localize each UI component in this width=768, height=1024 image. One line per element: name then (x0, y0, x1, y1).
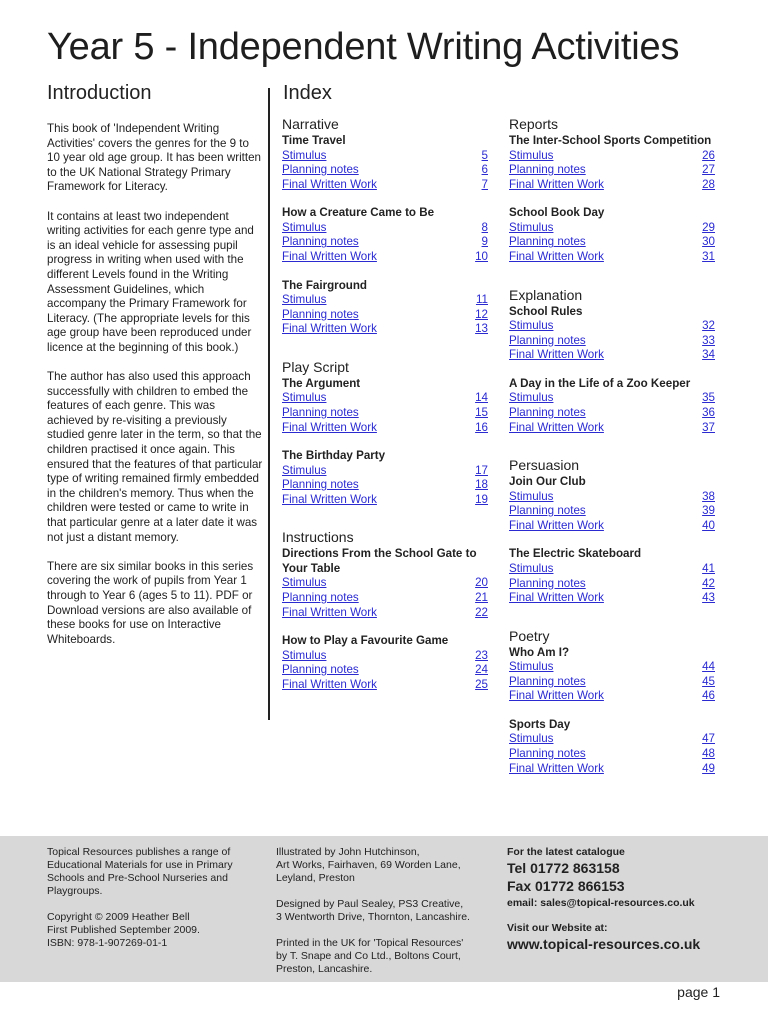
index-link-stimulus[interactable] (509, 490, 715, 505)
index-link-final-written-work[interactable] (509, 689, 715, 704)
index-link-label[interactable]: Stimulus (509, 660, 554, 674)
index-link-planning-notes[interactable] (509, 334, 715, 349)
genre-title: Play Script (282, 358, 349, 375)
footer-contact (507, 846, 747, 953)
index-page-number[interactable]: 42 (702, 576, 715, 590)
index-link-stimulus[interactable] (282, 464, 488, 479)
index-link-label[interactable]: Stimulus (282, 463, 327, 477)
index-link-label[interactable]: Planning notes (509, 235, 586, 249)
index-link-label[interactable]: Stimulus (509, 148, 554, 162)
printer-address: by T. Snape and Co Ltd., Boltons Court, (276, 950, 461, 962)
index-page-number[interactable]: 34 (702, 348, 715, 362)
index-page-number[interactable]: 40 (702, 518, 715, 532)
index-page-number[interactable]: 14 (475, 391, 488, 405)
index-page-number[interactable]: 36 (702, 405, 715, 419)
index-link-stimulus[interactable] (509, 562, 715, 577)
index-page-number[interactable]: 41 (702, 561, 715, 575)
story-block (509, 547, 715, 605)
designer-address: 3 Wentworth Drive, Thornton, Lancashire. (276, 911, 470, 923)
index-page-number[interactable]: 10 (475, 249, 488, 263)
first-published: First Published September 2009. (47, 924, 200, 936)
genre-title: Instructions (282, 529, 354, 546)
index-page-number[interactable]: 44 (702, 660, 715, 674)
index-link-stimulus[interactable] (509, 391, 715, 406)
index-link-label[interactable]: Final Written Work (282, 322, 377, 336)
introduction-heading: Introduction (47, 82, 152, 104)
index-link-label[interactable]: Stimulus (282, 391, 327, 405)
website-label: Visit our Website at: (507, 922, 608, 934)
story-block (282, 206, 488, 264)
intro-paragraph: The author has also used this approach successfully with children to embed the features of each genre. This was achieved by re-visiting a previously studied genre later in the term, so that the children practised it once again. This ensured that the features of that particular type of writing remained firmly embedded in the children's memory. Thus when the children were tested or came to write in that particular genre at a later date it was not just a distant memory. (47, 370, 263, 544)
index-column-left (282, 116, 488, 714)
story-title: The Inter-School Sports Competition (509, 134, 712, 147)
index-page-number[interactable]: 47 (702, 732, 715, 746)
index-link-label[interactable]: Stimulus (509, 732, 554, 746)
genre-title: Persuasion (509, 457, 580, 474)
index-page-number[interactable]: 12 (475, 307, 488, 321)
index-link-label[interactable]: Planning notes (509, 504, 586, 518)
index-link-planning-notes[interactable] (509, 747, 715, 762)
index-link-label[interactable]: Final Written Work (509, 591, 604, 605)
genre-section-poetry (509, 628, 715, 777)
index-column-right (509, 116, 715, 798)
index-link-label[interactable]: Stimulus (509, 319, 554, 333)
intro-paragraph: There are six similar books in this series covering the work of pupils from Year 1 through to Year 6 (ages 5 to 11). PDF or Download versions are also available of these books for use on Interactive Whiteboards. (47, 559, 254, 646)
index-link-stimulus[interactable] (509, 221, 715, 236)
index-page-number[interactable]: 23 (475, 648, 488, 662)
index-link-label[interactable]: Planning notes (509, 333, 586, 347)
story-title: A Day in the Life of a Zoo Keeper (509, 376, 691, 390)
index-link-final-written-work[interactable] (282, 493, 488, 508)
index-link-label[interactable]: Final Written Work (509, 177, 604, 191)
index-link-label[interactable]: Stimulus (282, 648, 327, 662)
index-link-planning-notes[interactable] (282, 478, 488, 493)
index-page-number[interactable]: 8 (481, 220, 488, 234)
index-link-final-written-work[interactable] (282, 421, 488, 436)
publisher-blurb: Topical Resources publishes a range of Educational Materials for use in Primary Schools and Pre-School Nurseries and Playgroups. (47, 846, 233, 897)
index-link-planning-notes[interactable] (509, 577, 715, 592)
story-title: How to Play a Favourite Game (282, 634, 449, 648)
index-link-final-written-work[interactable] (282, 178, 488, 193)
index-link-label[interactable]: Stimulus (509, 561, 554, 575)
index-link-planning-notes[interactable] (509, 163, 715, 178)
index-page-number[interactable]: 7 (481, 177, 488, 191)
story-title: Time Travel (282, 134, 346, 147)
index-link-label[interactable]: Final Written Work (509, 420, 604, 434)
story-title: How a Creature Came to Be (282, 206, 435, 220)
index-link-stimulus[interactable] (282, 293, 488, 308)
story-block (282, 449, 488, 507)
index-page-number[interactable]: 29 (702, 220, 715, 234)
index-link-label[interactable]: Final Written Work (282, 605, 377, 619)
index-link-label[interactable]: Planning notes (509, 576, 586, 590)
index-page-number[interactable]: 6 (481, 163, 488, 177)
index-link-label[interactable]: Final Written Work (509, 689, 604, 703)
index-page-number[interactable]: 46 (702, 689, 715, 703)
index-link-label[interactable]: Final Written Work (282, 492, 377, 506)
story-block (282, 134, 488, 192)
story-title: School Book Day (509, 206, 605, 220)
website-url[interactable]: www.topical-resources.co.uk (507, 936, 701, 952)
copyright: Copyright © 2009 Heather Bell (47, 911, 190, 923)
story-block (509, 377, 715, 435)
index-link-planning-notes[interactable] (282, 235, 488, 250)
index-link-label[interactable]: Stimulus (282, 576, 327, 590)
index-link-stimulus[interactable] (282, 576, 488, 591)
index-link-label[interactable]: Planning notes (509, 747, 586, 761)
story-title: The Fairground (282, 278, 368, 292)
index-link-planning-notes[interactable] (282, 406, 488, 421)
index-link-planning-notes[interactable] (282, 163, 488, 178)
index-link-label[interactable]: Planning notes (282, 591, 359, 604)
story-block (282, 279, 488, 337)
genre-section-persuasion (509, 457, 715, 606)
index-page-number[interactable]: 31 (702, 249, 715, 263)
index-page-number[interactable]: 43 (702, 591, 715, 605)
index-link-stimulus[interactable] (509, 149, 715, 164)
story-block (509, 134, 715, 192)
story-block (282, 377, 488, 435)
index-link-label[interactable]: Final Written Work (282, 677, 377, 691)
index-link-label[interactable]: Final Written Work (282, 420, 377, 434)
index-page-number[interactable]: 33 (702, 333, 715, 347)
genre-section-reports (509, 116, 715, 265)
index-link-final-written-work[interactable] (509, 762, 715, 777)
story-block (282, 634, 488, 692)
page-number: page 1 (677, 984, 720, 1000)
story-block (509, 475, 715, 533)
telephone: Tel 01772 863158 (507, 860, 620, 876)
index-page-number[interactable]: 25 (475, 677, 488, 691)
genre-section-play-script (282, 359, 488, 508)
illustrator-town: Leyland, Preston (276, 872, 355, 884)
index-heading: Index (283, 82, 332, 104)
story-title: Join Our Club (509, 475, 586, 489)
index-link-final-written-work[interactable] (509, 348, 715, 363)
index-page-number[interactable]: 13 (475, 322, 488, 336)
index-link-stimulus[interactable] (282, 391, 488, 406)
index-page-number[interactable]: 26 (702, 148, 715, 162)
index-link-final-written-work[interactable] (282, 606, 488, 621)
index-link-planning-notes[interactable] (509, 675, 715, 690)
footer (0, 836, 768, 982)
introduction-body (47, 122, 263, 662)
index-page-number[interactable]: 22 (475, 605, 488, 619)
genre-section-explanation (509, 287, 715, 436)
index-link-label[interactable]: Planning notes (282, 478, 359, 492)
index-link-label[interactable]: Planning notes (509, 674, 586, 688)
index-link-label[interactable]: Planning notes (282, 405, 359, 419)
index-link-stimulus[interactable] (282, 221, 488, 236)
story-title: The Electric Skateboard (509, 547, 642, 561)
index-link-stimulus[interactable] (509, 732, 715, 747)
story-block (509, 206, 715, 264)
index-page-number[interactable]: 16 (475, 420, 488, 434)
index-link-final-written-work[interactable] (509, 591, 715, 606)
genre-section-narrative (282, 116, 488, 337)
genre-title: Explanation (509, 286, 583, 303)
index-link-final-written-work[interactable] (509, 178, 715, 193)
index-link-planning-notes[interactable] (282, 591, 488, 606)
index-page-number[interactable]: 38 (702, 489, 715, 503)
email-address[interactable]: email: sales@topical-resources.co.uk (507, 897, 695, 909)
index-link-label[interactable]: Final Written Work (509, 348, 604, 362)
genre-title: Reports (509, 116, 559, 132)
index-link-label[interactable]: Final Written Work (509, 518, 604, 532)
index-link-final-written-work[interactable] (282, 678, 488, 693)
story-title: Sports Day (509, 717, 571, 731)
index-page-number[interactable]: 5 (481, 148, 488, 162)
isbn: ISBN: 978-1-907269-01-1 (47, 937, 168, 949)
index-link-stimulus[interactable] (509, 319, 715, 334)
index-link-label[interactable]: Stimulus (509, 220, 554, 234)
index-page-number[interactable]: 24 (475, 663, 488, 677)
index-link-label[interactable]: Planning notes (282, 163, 359, 177)
index-page-number[interactable]: 11 (475, 293, 488, 307)
story-title: The Argument (282, 376, 361, 390)
index-page-number[interactable]: 21 (475, 591, 488, 604)
index-link-label[interactable]: Stimulus (282, 293, 327, 307)
intro-paragraph: This book of 'Independent Writing Activities' covers the genres for the 9 to 10 year old age group. It has been written to the UK National Strategy Primary Framework for Literacy. (47, 122, 261, 194)
index-link-label[interactable]: Stimulus (282, 220, 327, 234)
index-page-number[interactable]: 28 (702, 177, 715, 191)
index-link-planning-notes[interactable] (509, 504, 715, 519)
index-link-final-written-work[interactable] (282, 322, 488, 337)
illustrator-line: Illustrated by John Hutchinson, (276, 846, 420, 858)
index-link-label[interactable]: Final Written Work (509, 249, 604, 263)
index-page-number[interactable]: 27 (702, 163, 715, 177)
index-page-number[interactable]: 30 (702, 235, 715, 249)
index-link-label[interactable]: Planning notes (509, 163, 586, 177)
index-link-final-written-work[interactable] (509, 421, 715, 436)
index-link-label[interactable]: Planning notes (282, 663, 359, 677)
index-page-number[interactable]: 49 (702, 761, 715, 775)
story-title: The Birthday Party (282, 449, 386, 463)
index-link-final-written-work[interactable] (509, 519, 715, 534)
illustrator-address: Art Works, Fairhaven, 69 Worden Lane, (276, 859, 461, 871)
index-page-number[interactable]: 32 (702, 319, 715, 333)
index-link-label[interactable]: Final Written Work (509, 761, 604, 775)
index-page-number[interactable]: 48 (702, 747, 715, 761)
column-divider (268, 88, 270, 720)
printer-town: Preston, Lancashire. (276, 963, 373, 975)
index-link-label[interactable]: Stimulus (282, 148, 327, 162)
index-link-planning-notes[interactable] (282, 663, 488, 678)
fax: Fax 01772 866153 (507, 878, 625, 894)
story-block (509, 718, 715, 776)
index-link-label[interactable]: Planning notes (282, 235, 359, 249)
genre-title: Narrative (282, 116, 339, 132)
index-page-number[interactable]: 37 (702, 420, 715, 434)
index-link-stimulus[interactable] (282, 649, 488, 664)
index-page-number[interactable]: 15 (475, 405, 488, 419)
designer-line: Designed by Paul Sealey, PS3 Creative, (276, 898, 464, 910)
index-link-label[interactable]: Final Written Work (282, 249, 377, 263)
index-page-number[interactable]: 20 (475, 576, 488, 590)
index-link-planning-notes[interactable] (282, 308, 488, 323)
index-link-planning-notes[interactable] (509, 235, 715, 250)
index-link-final-written-work[interactable] (509, 250, 715, 265)
index-link-stimulus[interactable] (509, 660, 715, 675)
index-page-number[interactable]: 45 (702, 674, 715, 688)
index-link-stimulus[interactable] (282, 149, 488, 164)
genre-title: Poetry (509, 627, 550, 644)
index-link-label[interactable]: Stimulus (509, 391, 554, 405)
story-title: Directions From the School Gate to Your Table (282, 547, 477, 575)
index-link-planning-notes[interactable] (509, 406, 715, 421)
index-link-label[interactable]: Planning notes (282, 307, 359, 321)
catalogue-label: For the latest catalogue (507, 846, 625, 858)
story-title: Who Am I? (509, 645, 570, 659)
index-link-label[interactable]: Final Written Work (282, 177, 377, 191)
footer-publisher-info (47, 846, 265, 950)
index-page-number[interactable]: 35 (702, 391, 715, 405)
index-link-label[interactable]: Planning notes (509, 405, 586, 419)
page-title: Year 5 - Independent Writing Activities (47, 26, 680, 68)
index-link-label[interactable]: Stimulus (509, 489, 554, 503)
genre-section-instructions (282, 529, 488, 692)
index-page-number[interactable]: 39 (702, 504, 715, 518)
story-block (509, 646, 715, 704)
index-page-number[interactable]: 19 (475, 492, 488, 506)
story-block (509, 305, 715, 363)
index-page-number[interactable]: 18 (475, 478, 488, 492)
printer-line: Printed in the UK for 'Topical Resources' (276, 937, 464, 949)
index-page-number[interactable]: 17 (475, 463, 488, 477)
footer-credits (276, 846, 501, 976)
story-block (282, 547, 488, 620)
story-title: School Rules (509, 304, 583, 318)
index-page-number[interactable]: 9 (481, 235, 488, 249)
intro-paragraph: It contains at least two independent writing activities for each genre type and is an ideal vehicle for assessing pupil progress in writing when used with the different Levels found in the Writing Assessment Guidelines, which accompany the Primary Framework for Literacy. (The appropriate levels for this age group have been reproduced under licence at the beginning of this book.) (47, 209, 254, 354)
index-link-final-written-work[interactable] (282, 250, 488, 265)
